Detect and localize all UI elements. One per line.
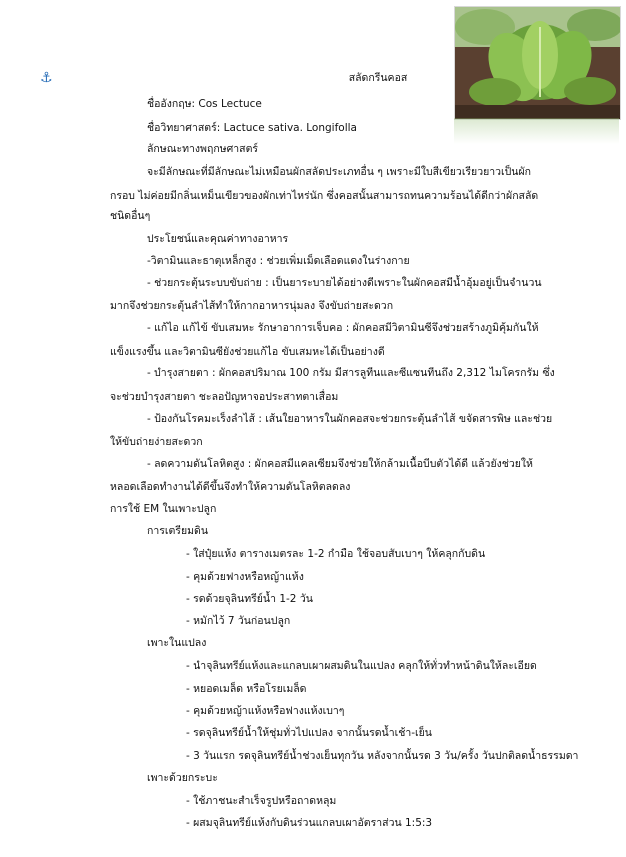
botany-paragraph-line: จะมีลักษณะที่มีลักษณะไม่เหมือนผักสลัดประเภทอื่น ๆ เพราะมีใบสีเขียวเรียวยาวเป็นผัก xyxy=(147,166,531,178)
lettuce-photo xyxy=(454,6,621,120)
anchor-icon: ⚓ xyxy=(40,70,53,86)
benefit-item: -วิตามินและธาตุเหล็กสูง : ช่วยเพิ่มเม็ดเลือดแดงในร่างกาย xyxy=(147,255,410,267)
botany-heading: ลักษณะทางพฤกษศาสตร์ xyxy=(147,143,259,155)
photo-reflection xyxy=(454,118,619,144)
soil-step: - รดด้วยจุลินทรีย์น้ำ 1-2 วัน xyxy=(186,593,313,605)
plot-step: - 3 วันแรก รดจุลินทรีย์น้ำช่วงเย็นทุกวัน หลังจากนั้นรด 3 วัน/ครั้ง วันปกติลดน้ำธรรมดา xyxy=(186,750,579,762)
lettuce-illustration xyxy=(455,7,620,119)
benefit-item: - ช่วยกระตุ้นระบบขับถ่าย : เป็นยาระบายได้อย่างดีเพราะในผักคอสมีน้ำอุ้มอยู่เป็นจำนวน xyxy=(147,277,542,289)
benefit-item-continuation: หลอดเลือดทำงานได้ดีขึ้นจึงทำให้ความดันโลหิตลดลง xyxy=(110,481,351,493)
benefit-item-continuation: ให้ขับถ่ายง่ายสะดวก xyxy=(110,436,203,448)
soil-step: - หมักไว้ 7 วันก่อนปลูก xyxy=(186,615,291,627)
benefit-item: - แก้ไอ แก้ไข้ ขับเสมหะ รักษาอาการเจ็บคอ : ผักคอสมีวิตามินซีจึงช่วยสร้างภูมิคุ้มกันให้ xyxy=(147,322,539,334)
benefit-item: - ลดความดันโลหิตสูง : ผักคอสมีแคลเซียมจึงช่วยให้กล้ามเนื้อบีบตัวได้ดี แล้วยังช่วยให้ xyxy=(147,458,533,470)
plot-step: - รดจุลินทรีย์น้ำให้ชุ่มทั่วไปแปลง จากนั้นรดน้ำเช้า-เย็น xyxy=(186,727,432,739)
plot-heading: เพาะในแปลง xyxy=(147,637,207,649)
benefit-item-continuation: มากจึงช่วยกระตุ้นลำไส้ทำให้กากอาหารนุ่มลง จึงขับถ่ายสะดวก xyxy=(110,300,394,312)
document-title: สลัดกรีนคอส xyxy=(348,72,408,84)
benefits-heading: ประโยชน์และคุณค่าทางอาหาร xyxy=(147,233,289,245)
plot-step: - หยอดเมล็ด หรือโรยเมล็ด xyxy=(186,683,307,695)
benefit-item: - บำรุงสายตา : ผักคอสปริมาณ 100 กรัม มีสารลูทีนและซีแซนทีนถึง 2,312 ไมโครกรัม ซึ่ง xyxy=(147,367,555,379)
benefit-item: - ป้องกันโรคมะเร็งลำไส้ : เส้นใยอาหารในผักคอสจะช่วยกระตุ้นลำไส้ ขจัดสารพิษ และช่วย xyxy=(147,413,553,425)
plot-step: - นำจุลินทรีย์แห้งและแกลบเผาผสมดินในแปลง คลุกให้ทั่วทำหน้าดินให้ละเอียด xyxy=(186,660,537,672)
soil-heading: การเตรียมดิน xyxy=(147,525,209,537)
benefit-item-continuation: จะช่วยบำรุงสายตา ชะลอปัญหาจอประสาทตาเสื่อม xyxy=(110,391,339,403)
tray-heading: เพาะด้วยกระบะ xyxy=(147,772,218,784)
botany-paragraph-line: ชนิดอื่นๆ xyxy=(110,210,151,222)
em-heading: การใช้ EM ในเพาะปลูก xyxy=(110,503,217,515)
benefit-item-continuation: แข็งแรงขึ้น และวิตามินซียังช่วยแก้ไอ ขับเสมหะได้เป็นอย่างดี xyxy=(110,346,385,358)
tray-step: - ผสมจุลินทรีย์แห้งกับดินร่วนแกลบเผาอัตราส่วน 1:5:3 xyxy=(186,817,433,829)
soil-step: - คุมด้วยฟางหรือหญ้าแห้ง xyxy=(186,571,304,583)
soil-step: - ใส่ปุ๋ยแห้ง ตารางเมตรละ 1-2 กำมือ ใช้จอบสับเบาๆ ให้คลุกกับดิน xyxy=(186,548,486,560)
plot-step: - คุมด้วยหญ้าแห้งหรือฟางแห้งเบาๆ xyxy=(186,705,345,717)
scientific-name: ชื่อวิทยาศาสตร์: Lactuce sativa. Longifolla xyxy=(147,122,357,134)
botany-paragraph-line: กรอบ ไม่ค่อยมีกลิ่นเหม็นเขียวของผักเท่าไหร่นัก ซึ่งคอสนั้นสามารถทนความร้อนได้ดีกว่าผักสลัด xyxy=(110,190,539,202)
english-name: ชื่ออังกฤษ: Cos Lectuce xyxy=(147,98,262,110)
tray-step: - ใช้ภาชนะสำเร็จรูปหรือถาดหลุม xyxy=(186,795,337,807)
